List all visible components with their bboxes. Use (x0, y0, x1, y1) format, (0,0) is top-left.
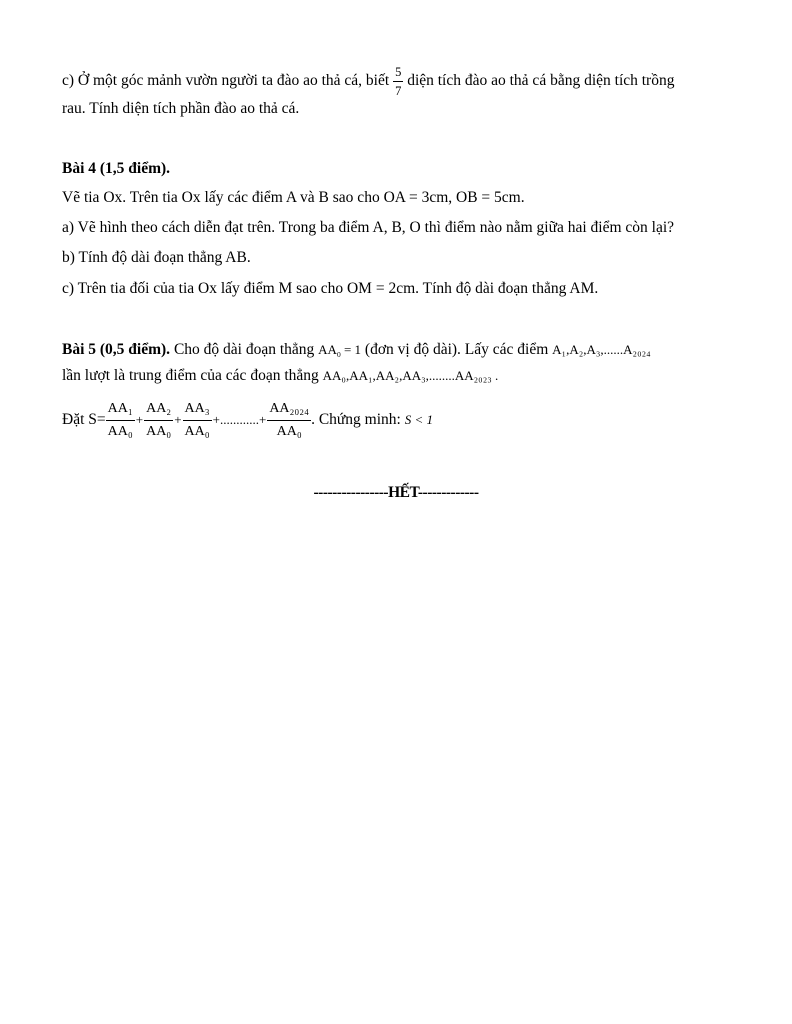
plus-sign: + (135, 412, 144, 428)
bai5-segments: AA₀,AA₁,AA₂,AA₃,........AA₂₀₂₃ . (322, 368, 499, 383)
fraction-numerator: AA₁ (106, 402, 135, 421)
ellipsis-sum: +............+ (212, 412, 267, 428)
fraction-numerator: AA₂₀₂₄ (267, 402, 311, 421)
bai4-part-c: c) Trên tia đối của tia Ox lấy điểm M sao cho OM = 2cm. Tính độ dài đoạn thẳng AM. (62, 280, 599, 297)
bai3c-line1 (62, 66, 674, 97)
bai5-text2: (đơn vị độ dài). Lấy các điểm (364, 341, 549, 358)
fraction-denominator: AA₀ (146, 423, 172, 439)
bai4-part-a: a) Vẽ hình theo cách diễn đạt trên. Trong ba điểm A, B, O thì điểm nào nằm giữa hai điểm còn lại? (62, 219, 675, 236)
bai5-line2 (62, 366, 498, 386)
fraction-denominator: AA₀ (107, 423, 133, 439)
bai5-title: Bài 5 (0,5 điểm). (62, 341, 171, 358)
bai4-title: Bài 4 (1,5 điểm). (62, 160, 171, 177)
fraction-aa2 (144, 402, 173, 439)
bai3c-line2: rau. Tính diện tích phần đào ao thả cá. (62, 100, 300, 117)
eq-sub: 0 (336, 350, 341, 359)
fraction-aa1 (106, 402, 135, 439)
bai5-line1 (62, 340, 651, 360)
end-marker: ----------------HẾT------------- (313, 484, 479, 501)
bai3c-suffix: diện tích đào ao thả cá bằng diện tích trồng (407, 72, 675, 90)
bai5-equation (318, 342, 361, 357)
plus-sign: + (174, 412, 182, 428)
eq-rhs: = 1 (343, 342, 362, 357)
bai5-text1: Cho độ dài đoạn thẳng (173, 341, 315, 358)
bai5-line2-text: lần lượt là trung điểm của các đoạn thẳng (62, 367, 319, 384)
fraction-aa2024 (267, 402, 311, 439)
fraction-numerator: AA₃ (183, 402, 212, 421)
fraction-denominator: 7 (395, 83, 402, 98)
bai3c-prefix: c) Ở một góc mảnh vườn người ta đào ao thả cá, biết (62, 72, 390, 90)
bai4-part-b: b) Tính độ dài đoạn thẳng AB. (62, 249, 251, 266)
inequality: S < 1 (404, 412, 434, 427)
dat-label: Đặt S= (62, 411, 106, 428)
prove-text: . Chứng minh: (311, 411, 401, 428)
fraction-denominator: AA₀ (276, 423, 302, 439)
bai5-points: A₁,A₂,A₃,......A₂₀₂₄ (552, 342, 651, 357)
bai4-intro: Vẽ tia Ox. Trên tia Ox lấy các điểm A và B sao cho OA = 3cm, OB = 5cm. (62, 189, 525, 206)
fraction-denominator: AA₀ (184, 423, 210, 439)
fraction-aa3 (183, 402, 212, 439)
fraction-numerator: 5 (393, 66, 403, 82)
fraction-numerator: AA₂ (144, 402, 173, 421)
bai5-sum-line (62, 400, 433, 440)
fraction-5-7 (393, 66, 403, 97)
eq-lhs: AA (318, 342, 337, 357)
